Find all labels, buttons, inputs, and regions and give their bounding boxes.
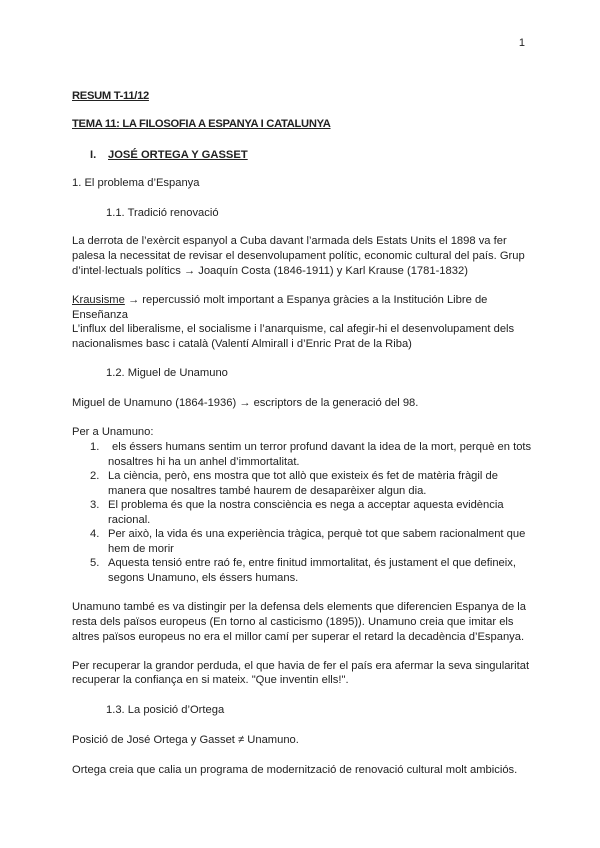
paragraph-line: nacionalismes basc i català (Valentí Almirall i d’Enric Prat de la Riba) bbox=[72, 338, 412, 350]
section-title: JOSÉ ORTEGA Y GASSET bbox=[108, 149, 248, 161]
paragraph-line: resta dels països europeus (En torno al casticismo (1895)). Unamuno creia que imitar els bbox=[72, 616, 514, 628]
section-numeral: I. bbox=[90, 149, 97, 161]
paragraph-3: Miguel de Unamuno (1864-1936) → escriptors de la generació del 98. bbox=[72, 397, 419, 409]
paragraph-line bbox=[72, 293, 487, 308]
list-number: 1. bbox=[90, 441, 100, 453]
paragraph-line: L’influx del liberalisme, el socialisme i l’anarquisme, cal afegir-hi el desenvolupament dels bbox=[72, 323, 515, 335]
list-text-line: El problema és que la nostra consciència es nega a acceptar aquesta evidència bbox=[108, 499, 504, 511]
list-text-line: manera que nosaltres també haurem de desaparèixer algun dia. bbox=[108, 485, 427, 497]
list-text-line: racional. bbox=[108, 514, 151, 526]
list-text-line: els éssers humans sentim un terror profund davant la idea de la mort, perquè en tots bbox=[112, 441, 532, 453]
paragraph-line: altres països europeus no era el millor camí per superar el retard la decadència d’Espanya. bbox=[72, 631, 525, 643]
paragraph-line: d’intel·lectuals polítics → Joaquín Costa (1846-1911) y Karl Krause (1781-1832) bbox=[72, 265, 468, 277]
subsection-1-3-heading: 1.3. La posició d’Ortega bbox=[106, 704, 225, 716]
subsection-1-1-heading: 1.1. Tradició renovació bbox=[106, 207, 219, 219]
paragraph-line: palesa la necessitat de revisar el desenvolupament polític, economic cultural del país. Grup bbox=[72, 250, 525, 262]
krausisme-description: → repercussió molt important a Espanya gràcies a la Institución Libre de bbox=[124, 294, 488, 306]
subsection-1-2-heading: 1.2. Miguel de Unamuno bbox=[106, 367, 228, 379]
list-text-line: segons Unamuno, els éssers humans. bbox=[108, 572, 299, 584]
list-number: 2. bbox=[90, 470, 100, 482]
list-text-line: hem de morir bbox=[108, 543, 174, 555]
list-number: 5. bbox=[90, 557, 100, 569]
list-text-line: La ciència, però, ens mostra que tot allò que existeix és fet de matèria fràgil de bbox=[108, 470, 498, 482]
section-1-heading: 1. El problema d’Espanya bbox=[72, 177, 200, 189]
list-text-line: nosaltres hi ha un anhel d’immortalitat. bbox=[108, 456, 300, 468]
list-intro: Per a Unamuno: bbox=[72, 426, 154, 438]
paragraph-line: Per recuperar la grandor perduda, el que havia de fer el país era afermar la seva singularitat bbox=[72, 660, 530, 672]
list-number: 3. bbox=[90, 499, 100, 511]
tema-heading: TEMA 11: LA FILOSOFIA A ESPANYA I CATALUNYA bbox=[72, 118, 331, 130]
paragraph-line: Unamuno també es va distingir per la defensa dels elements que diferencien Espanya de la bbox=[72, 601, 526, 613]
paragraph-6: Posició de José Ortega y Gasset ≠ Unamuno. bbox=[72, 734, 299, 746]
list-text-line: Aquesta tensió entre raó fe, entre finitud immortalitat, és justament el que defineix, bbox=[108, 557, 516, 569]
list-text-line: Per això, la vida és una experiència tràgica, perquè tot que sabem racionalment que bbox=[108, 528, 526, 540]
paragraph-line: Enseñanza bbox=[72, 309, 128, 321]
page-number: 1 bbox=[518, 37, 525, 49]
paragraph-line: recuperar la confiança en si mateix. "Que inventin ells!". bbox=[72, 674, 349, 686]
paragraph-line: La derrota de l’exèrcit espanyol a Cuba davant l’armada dels Estats Units el 1898 va fer bbox=[72, 235, 507, 247]
paragraph-7: Ortega creia que calia un programa de modernització de renovació cultural molt ambiciós. bbox=[72, 764, 518, 776]
krausisme-term: Krausisme bbox=[72, 294, 125, 306]
list-number: 4. bbox=[90, 528, 100, 540]
resum-heading: RESUM T-11/12 bbox=[72, 90, 149, 102]
